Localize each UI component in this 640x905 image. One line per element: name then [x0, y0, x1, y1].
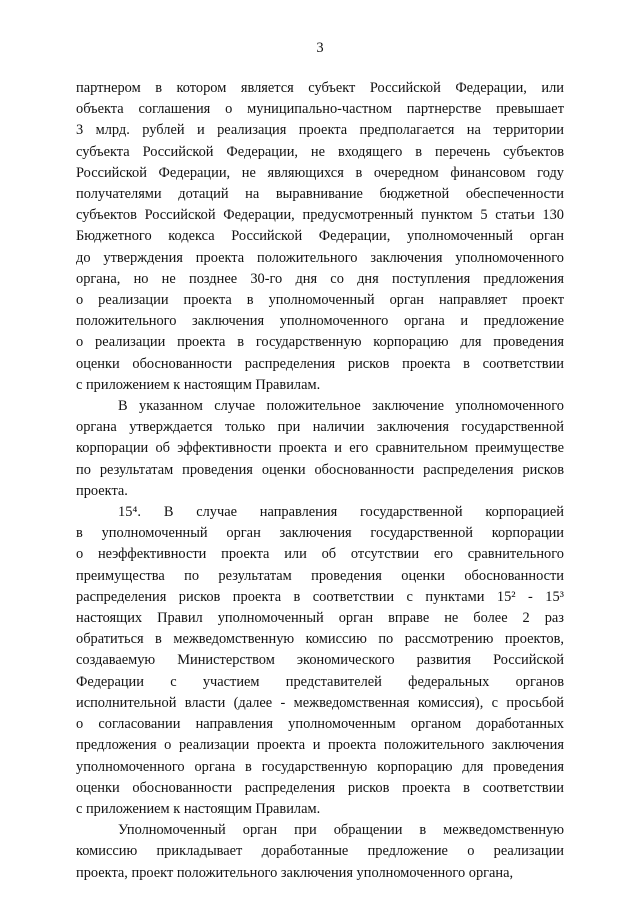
text-line: корпорации об эффективности проекта и его сравнительном преимуществе [76, 440, 564, 457]
text-line: о реализации проекта в государственную корпорацию для проведения [76, 334, 564, 351]
text-line: органа утверждается только при наличии заключения государственной [76, 419, 564, 436]
text-line: субъекта Российской Федерации, не входящего в перечень субъектов [76, 143, 564, 160]
text-line: проекта, проект положительного заключения уполномоченного органа, [76, 864, 514, 881]
text-line: 15⁴. В случае направления государственной корпорацией [118, 504, 564, 521]
text-line: с приложением к настоящим Правилам. [76, 376, 321, 393]
text-line: Бюджетного кодекса Российской Федерации, уполномоченный орган [76, 228, 564, 245]
text-line: уполномоченного органа в государственную корпорацию для проведения [76, 758, 564, 775]
text-line: создаваемую Министерством экономического развития Российской [76, 652, 564, 669]
text-line: исполнительной власти (далее - межведомственная комиссия), с просьбой [76, 694, 564, 711]
paragraph [76, 78, 564, 396]
text-line: органа, но не позднее 30-го дня со дня поступления предложения [76, 270, 564, 287]
text-line: настоящих Правил уполномоченный орган вправе не более 2 раз [76, 610, 564, 627]
paragraph [76, 396, 564, 502]
text-line: получателями дотаций на выравнивание бюджетной обеспеченности [76, 186, 564, 203]
text-line: предложения о реализации проекта и проекта положительного заключения [76, 737, 564, 754]
text-line: преимущества по результатам проведения оценки обоснованности [76, 567, 564, 584]
text-line: по результатам проведения оценки обоснованности распределения рисков [76, 461, 564, 478]
text-line: Федерации с участием представителей федеральных органов [76, 673, 564, 690]
text-line: 3 млрд. рублей и реализация проекта предполагается на территории [76, 122, 564, 139]
text-line: Уполномоченный орган при обращении в межведомственную [118, 822, 564, 839]
text-line: с приложением к настоящим Правилам. [76, 800, 321, 817]
paragraph [76, 502, 564, 820]
text-line: о неэффективности проекта или об отсутствии его сравнительного [76, 546, 564, 563]
text-line: распределения рисков проекта в соответствии с пунктами 15² - 15³ [76, 588, 564, 605]
text-line: в уполномоченный орган заключения государственной корпорации [76, 525, 564, 542]
text-line: обратиться в межведомственную комиссию по рассмотрению проектов, [76, 631, 564, 648]
text-line: В указанном случае положительное заключение уполномоченного [118, 398, 564, 415]
text-line: комиссию прикладывает доработанные предложение о реализации [76, 843, 564, 860]
text-line: положительного заключения уполномоченного органа и предложение [76, 313, 564, 330]
text-line: субъектов Российской Федерации, предусмотренный пунктом 5 статьи 130 [76, 207, 564, 224]
text-line: партнером в котором является субъект Российской Федерации, или [76, 80, 564, 96]
text-line: о реализации проекта в уполномоченный орган направляет проект [76, 292, 564, 309]
text-line: о согласовании направления уполномоченным органом доработанных [76, 716, 564, 733]
text-line: объекта соглашения о муниципально-частном партнерстве превышает [76, 101, 564, 118]
page-number: 3 [316, 40, 324, 56]
text-line: оценки обоснованности распределения рисков проекта в соответствии [76, 355, 564, 372]
text-line: оценки обоснованности распределения рисков проекта в соответствии [76, 779, 564, 796]
paragraph [76, 820, 564, 884]
text-line: до утверждения проекта положительного заключения уполномоченного [76, 249, 564, 266]
document-body [76, 78, 564, 884]
document-page [76, 0, 564, 905]
text-line: проекта. [76, 482, 128, 499]
text-line: Российской Федерации, не являющихся в очередном финансовом году [76, 164, 564, 181]
